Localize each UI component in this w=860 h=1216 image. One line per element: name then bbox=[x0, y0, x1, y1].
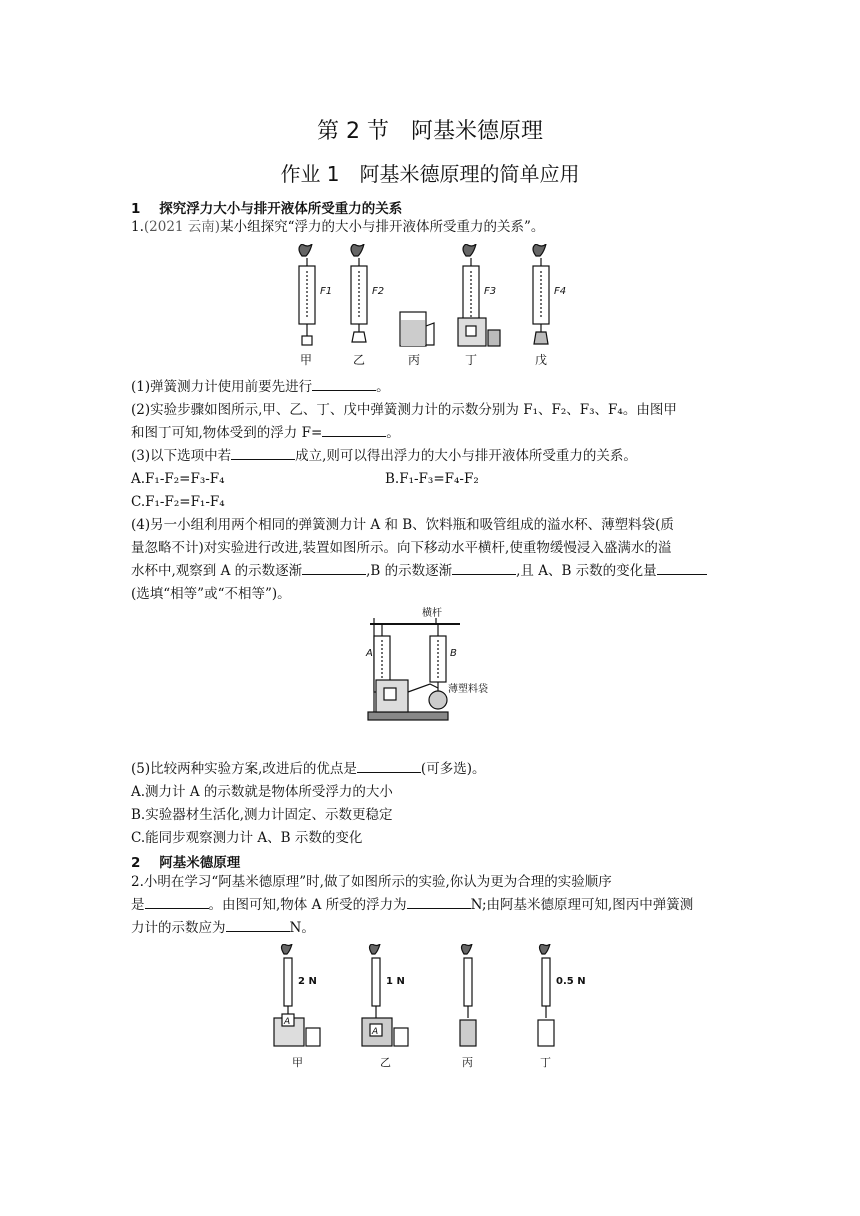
setup-bing bbox=[460, 944, 476, 1046]
section-2-heading bbox=[131, 851, 240, 871]
q1-sub5: (5)比较两种实验方案,改进后的优点是 (可多选)。 bbox=[131, 758, 731, 781]
answer-blank[interactable] bbox=[407, 894, 471, 909]
object-a-label-jia: A bbox=[284, 1017, 291, 1027]
force-label-f2: F2 bbox=[372, 286, 385, 297]
beaker-bing bbox=[400, 312, 434, 346]
section-1-heading bbox=[131, 197, 402, 217]
figure-1-spring-scales bbox=[280, 244, 580, 370]
fig1-label-ding: 丁 bbox=[465, 353, 478, 367]
option-c: C.F₁-F₂=F₁-F₄ bbox=[131, 494, 225, 510]
reading-yi: 1 N bbox=[386, 976, 405, 987]
q1-options-ab bbox=[131, 468, 731, 491]
scale-jia bbox=[299, 244, 315, 345]
option-5a: A.测力计 A 的示数就是物体所受浮力的大小 bbox=[131, 784, 393, 800]
option-b: B.F₁-F₃=F₄-F₂ bbox=[385, 471, 479, 487]
scale-wu bbox=[533, 244, 549, 344]
q1-sub2: (2)实验步骤如图所示,甲、乙、丁、戊中弹簧测力计的示数分别为 F₁、F₂、F₃、F₄。由图甲 和图丁可知,物体受到的浮力 F= 。 bbox=[131, 402, 677, 441]
answer-blank[interactable] bbox=[322, 422, 386, 437]
label-scale-a: A bbox=[366, 648, 373, 659]
option-5c: C.能同步观察测力计 A、B 示数的变化 bbox=[131, 830, 363, 846]
setup-yi bbox=[362, 944, 408, 1046]
figure-3-archimedes-experiment bbox=[268, 944, 592, 1072]
fig3-label-ding: 丁 bbox=[540, 1056, 551, 1069]
answer-blank[interactable] bbox=[226, 917, 290, 932]
answer-blank[interactable] bbox=[231, 445, 295, 460]
fig3-label-yi: 乙 bbox=[380, 1056, 391, 1069]
answer-blank[interactable] bbox=[145, 894, 209, 909]
figure-2-improved-apparatus bbox=[364, 604, 504, 724]
section-1-number: 1 bbox=[131, 201, 141, 217]
answer-blank[interactable] bbox=[302, 560, 366, 575]
object-a-label-yi: A bbox=[372, 1027, 379, 1037]
page-title: 第 2 节 阿基米德原理 bbox=[317, 119, 543, 144]
force-label-f4: F4 bbox=[554, 286, 567, 297]
force-label-f1: F1 bbox=[320, 286, 333, 297]
fig1-label-yi: 乙 bbox=[353, 353, 366, 367]
label-scale-b: B bbox=[450, 648, 457, 659]
option-a: A.F₁-F₂=F₃-F₄ bbox=[131, 471, 225, 487]
answer-blank[interactable] bbox=[657, 560, 707, 575]
answer-blank[interactable] bbox=[357, 758, 421, 773]
reading-jia: 2 N bbox=[298, 976, 317, 987]
label-plastic-bag: 薄塑料袋 bbox=[448, 684, 488, 695]
reading-ding: 0.5 N bbox=[556, 976, 586, 987]
answer-blank[interactable] bbox=[312, 376, 376, 391]
force-label-f3: F3 bbox=[484, 286, 497, 297]
q1-stem: 1.(2021 云南)某小组探究“浮力的大小与排开液体所受重力的关系”。 bbox=[131, 219, 545, 235]
answer-blank[interactable] bbox=[452, 560, 516, 575]
section-2-label: 阿基米德原理 bbox=[159, 855, 241, 871]
section-1-label: 探究浮力大小与排开液体所受重力的关系 bbox=[159, 201, 403, 217]
setup-jia bbox=[274, 944, 320, 1046]
q1-sub4: (4)另一小组利用两个相同的弹簧测力计 A 和 B、饮料瓶和吸管组成的溢水杯、薄塑料袋(质 量忽略不计)对实验进行改进,装置如图所示。向下移动水平横杆,使重物缓慢浸入盛满水的溢 水杯中,观察到 A 的示数逐渐 ,B 的示数逐渐 ,且 A、B 示数的变化量 (选填“相等”或“不相等”)。 bbox=[131, 514, 731, 606]
fig1-label-jia: 甲 bbox=[300, 353, 313, 367]
fig3-label-jia: 甲 bbox=[292, 1056, 303, 1069]
fig1-label-bing: 丙 bbox=[408, 353, 421, 367]
section-2-number: 2 bbox=[131, 855, 141, 871]
label-crossbar: 横杆 bbox=[422, 608, 442, 619]
scale-yi bbox=[351, 244, 367, 342]
page-subtitle: 作业 1 阿基米德原理的简单应用 bbox=[280, 162, 580, 186]
q1-sub3: (3)以下选项中若 成立,则可以得出浮力的大小与排开液体所受重力的关系。 bbox=[131, 445, 731, 468]
q1-source: (2021 云南) bbox=[143, 219, 221, 235]
q2-stem: 2.小明在学习“阿基米德原理”时,做了如图所示的实验,你认为更为合理的实验顺序 是 。由图可知,物体 A 所受的浮力为 N;由阿基米德原理可知,图丙中弹簧测 力计的示数应为 N。 bbox=[131, 874, 694, 936]
fig1-label-wu: 戊 bbox=[535, 353, 548, 367]
q1-sub1: (1)弹簧测力计使用前要先进行 。 bbox=[131, 376, 731, 399]
fig3-label-bing: 丙 bbox=[462, 1056, 473, 1069]
setup-ding bbox=[538, 944, 554, 1046]
option-5b: B.实验器材生活化,测力计固定、示数更稳定 bbox=[131, 807, 393, 823]
